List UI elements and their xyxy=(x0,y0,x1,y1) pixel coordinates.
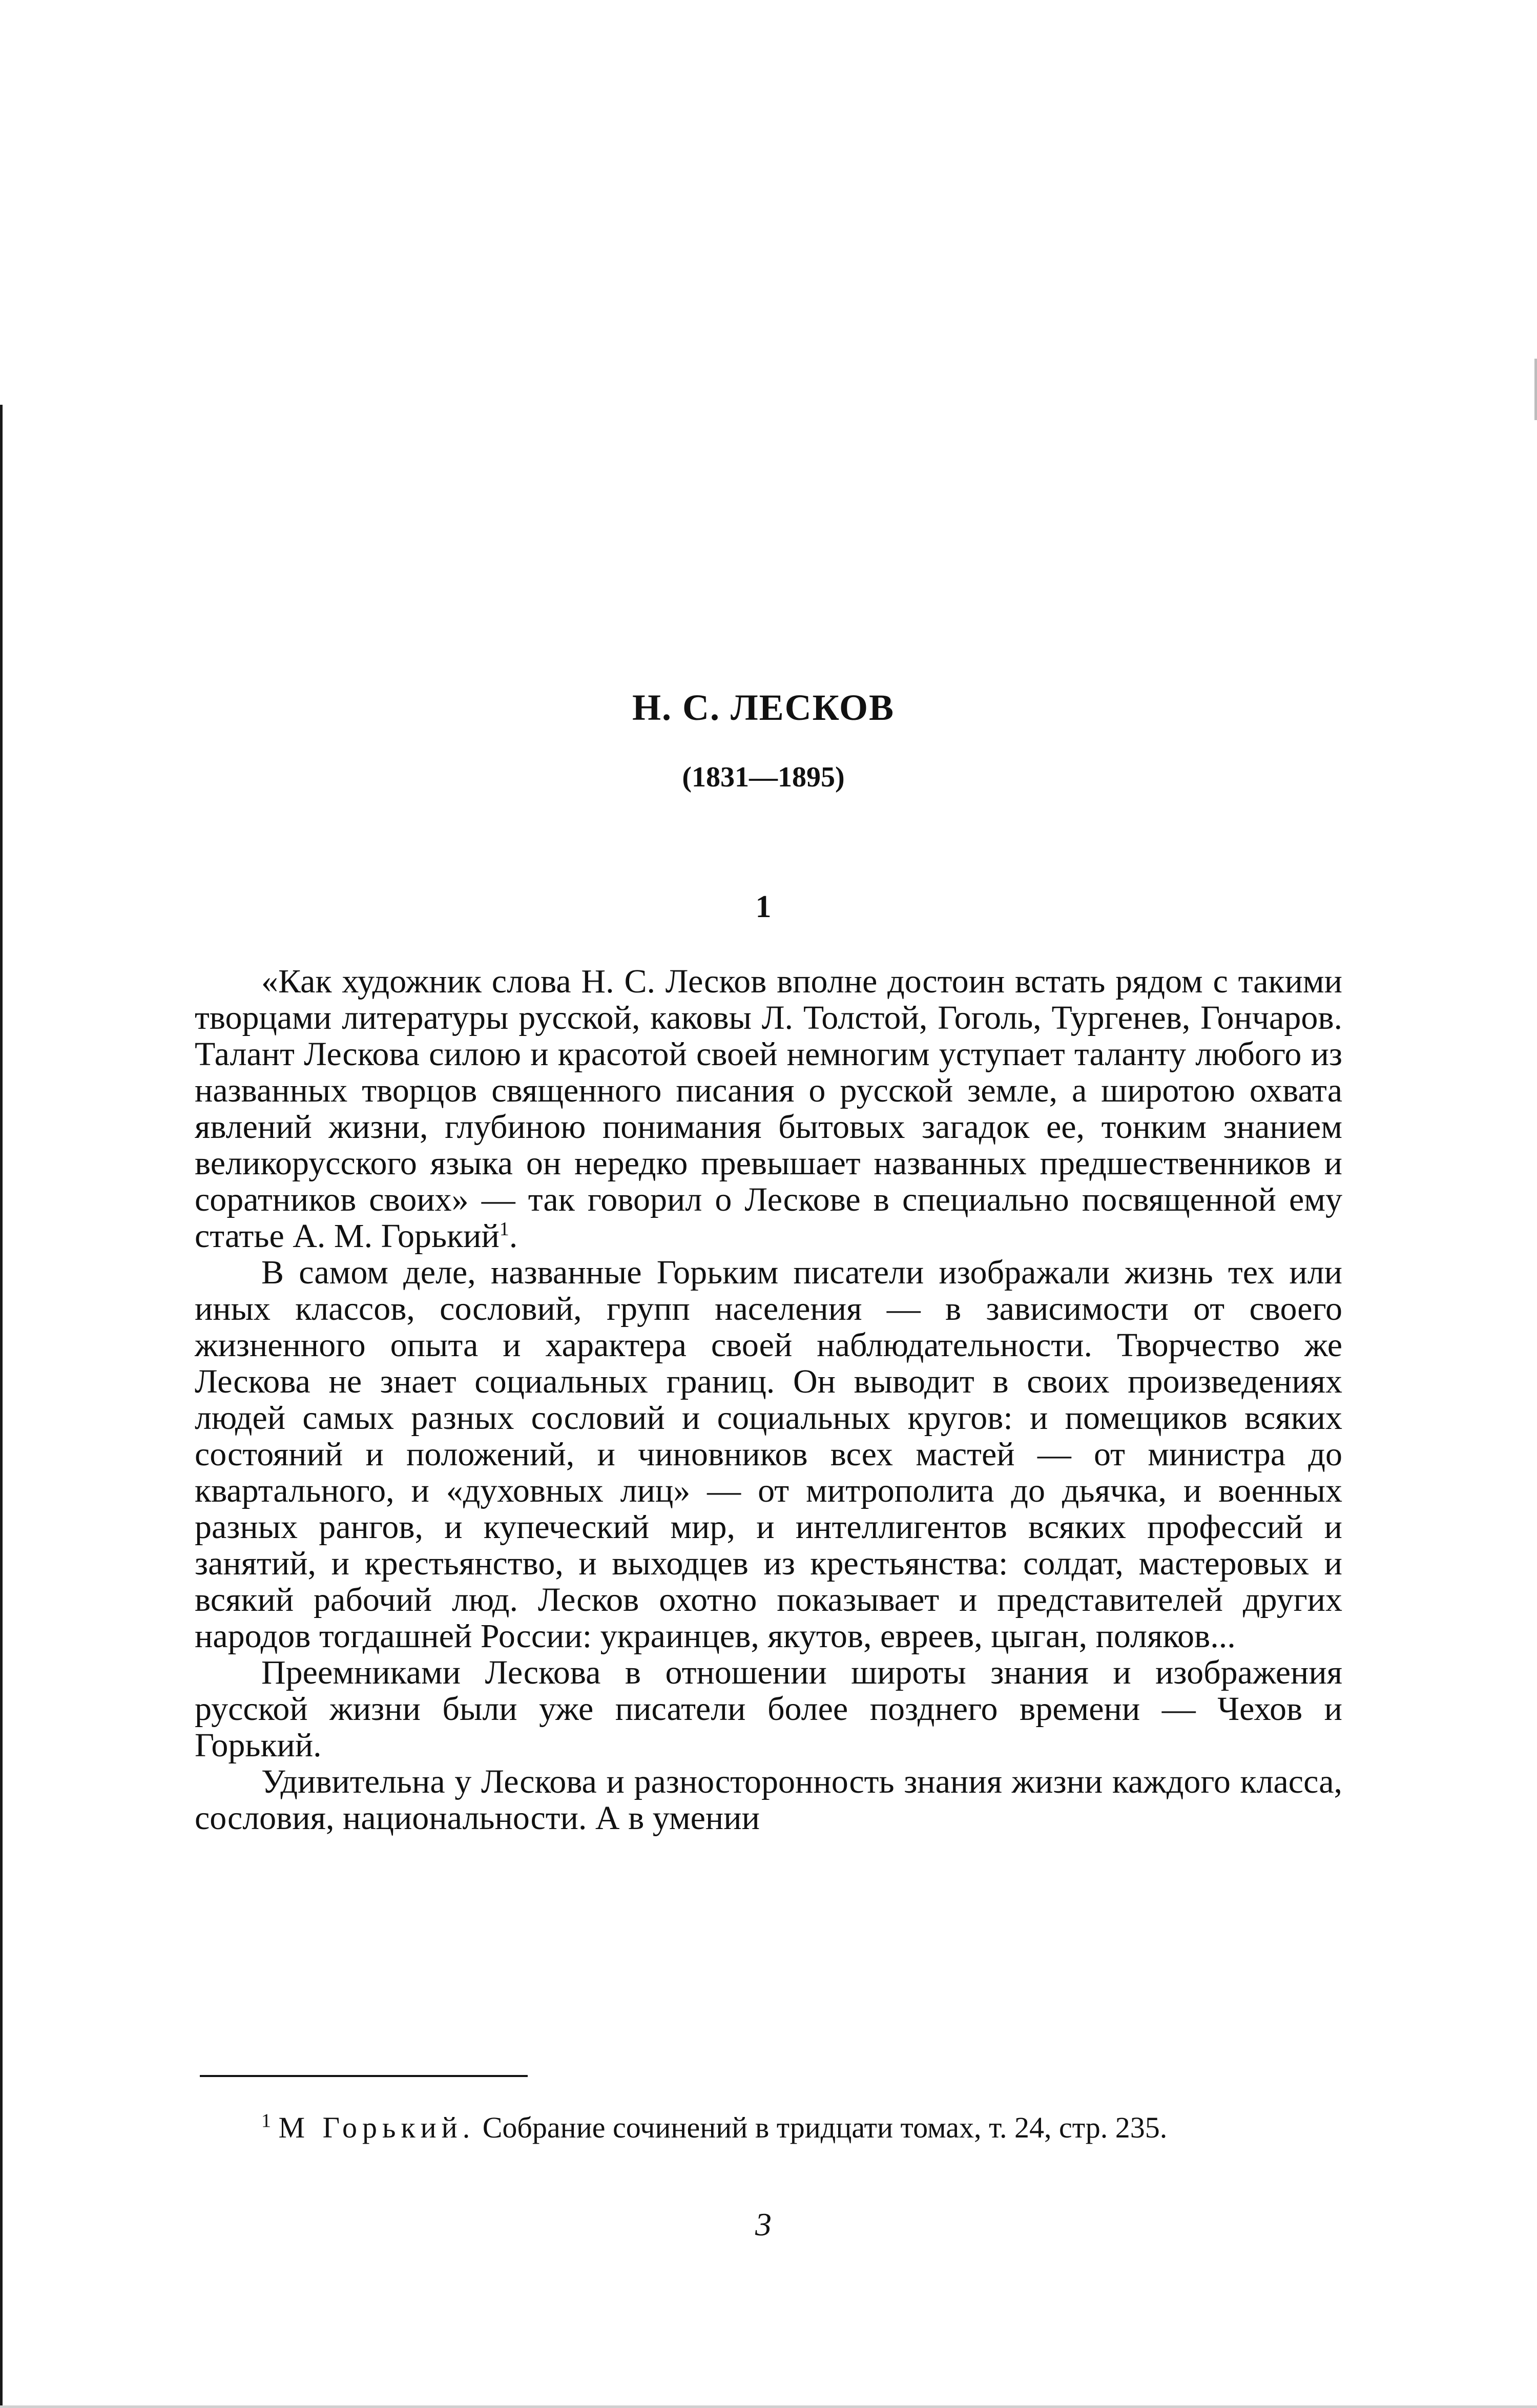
scan-edge-bottom xyxy=(0,2405,1537,2408)
article-title: Н. С. ЛЕСКОВ xyxy=(632,687,895,728)
scan-edge-right xyxy=(1534,359,1537,420)
paragraph-4: Удивительна у Лескова и разносторонность знания жизни каждого класса, сословия, национальности. А в умении xyxy=(195,1763,1342,1837)
paragraph-1 xyxy=(195,963,1342,1254)
section-number: 1 xyxy=(755,889,772,924)
footnote-text: Собрание сочинений в тридцати томах, т. 24, стр. 235. xyxy=(482,2111,1168,2144)
life-dates: (1831—1895) xyxy=(682,761,845,793)
paragraph-1-tail: . xyxy=(509,1217,518,1255)
paragraph-3: Преемниками Лескова в отношении широты знания и изображения русской жизни были уже писатели более позднего времени — Чехов и Горький. xyxy=(195,1654,1342,1764)
footnote-author: М Горький. xyxy=(278,2111,475,2144)
footnote-reference: 1 xyxy=(499,1218,509,1240)
paragraph-1-text: «Как художник слова Н. С. Лесков вполне достоин встать рядом с такими творцами литературы русской, каковы Л. Толстой, Гоголь, Тургенев, Гончаров. Талант Лескова силою и красотой своей немногим уступает таланту любого из названных творцов священного писания о русской земле, а широтою охвата явлений жизни, глубиною понимания бытовых загадок ее, тонким знанием великорусского языка он нередко превышает названных предшественников и соратников своих» — так говорил о Лескове в специально посвященной ему статье А. М. Горький xyxy=(195,963,1342,1255)
paragraph-2: В самом деле, названные Горьким писатели изображали жизнь тех или иных классов, сословий, групп населения — в зависимости от своего жизненного опыта и характера своей наблюдательности. Творчество же Лескова не знает социальных границ. Он выводит в своих произведениях людей самых разных сословий и социальных кругов: и помещиков всяких состояний и положений, и чиновников всех мастей — от министра до квартального, и «духовных лиц» — от митрополита до дьячка, и военных разных рангов, и купеческий мир, и интеллигентов всяких профессий и занятий, и крестьянство, и выходцев из крестьянства: солдат, мастеровых и всякий рабочий люд. Лесков охотно показывает и представителей других народов тогдашней России: украинцев, якутов, евреев, цыган, поляков... xyxy=(195,1254,1342,1655)
footnote-divider xyxy=(200,2075,528,2077)
page-number: 3 xyxy=(755,2206,772,2243)
body-text xyxy=(195,963,1342,1836)
footnote xyxy=(195,2111,1342,2145)
footnote-marker: 1 xyxy=(261,2110,271,2132)
